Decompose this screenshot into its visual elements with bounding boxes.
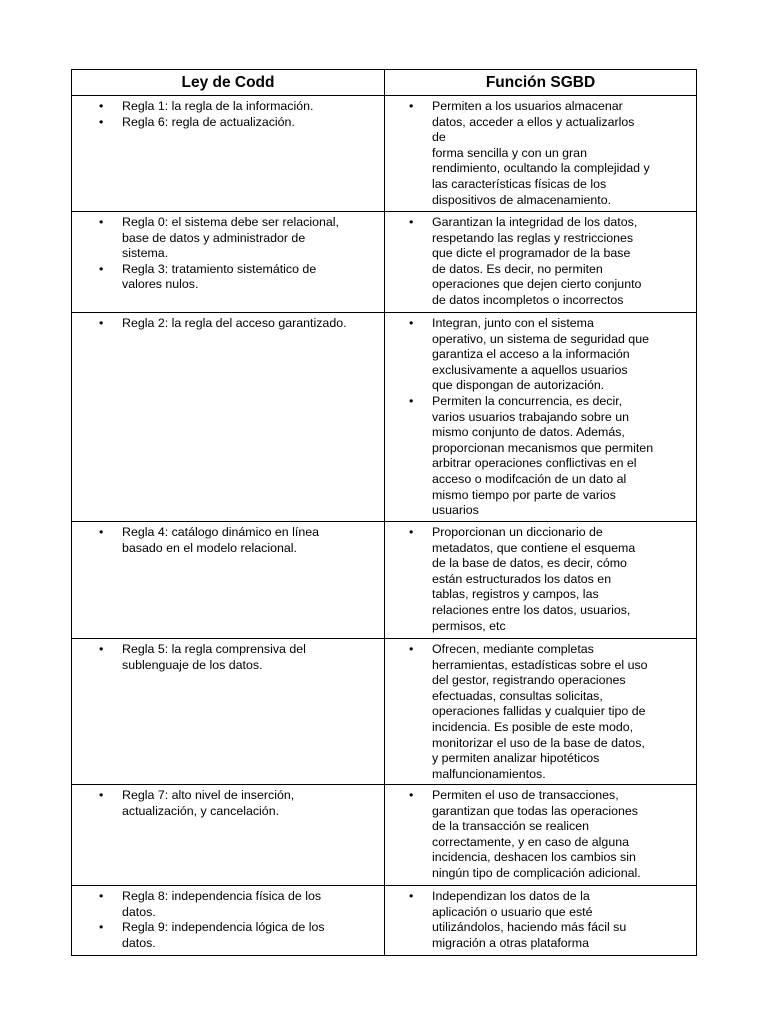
table-row [72,212,697,313]
function-list [385,212,696,309]
rule-list [72,522,384,556]
sgbd-function-cell [385,313,697,522]
rule-item: • Regla 9: independencia lógica de los datos. [72,920,380,951]
rule-item: • Regla 6: regla de actualización. [72,115,380,131]
rule-list [72,313,384,332]
rule-item: • Regla 3: tratamiento sistemático de valores nulos. [72,262,380,293]
table-row [72,886,697,956]
table-row [72,522,697,639]
table-row [72,639,697,785]
codd-sgbd-table [71,69,697,956]
function-item: • Permiten a los usuarios almacenar datos, acceder a ellos y actualizarlos de forma sencilla y con un gran rendimiento, ocultando la complejidad y las características físicas de los dispositivos de almacenamiento. [385,99,692,208]
rule-item: • Regla 0: el sistema debe ser relacional, base de datos y administrador de sistema. [72,215,380,262]
codd-rule-cell [72,522,385,639]
codd-rule-cell [72,785,385,886]
function-list [385,313,696,519]
codd-rule-cell [72,886,385,956]
function-list [385,639,696,782]
sgbd-function-cell [385,212,697,313]
rule-item: • Regla 1: la regla de la información. [72,99,380,115]
function-item: • Permiten el uso de transacciones, garantizan que todas las operaciones de la transacción se realicen correctamente, y en caso de alguna incidencia, deshacen los cambios sin ningún tipo de complicación adicional. [385,788,692,882]
rule-list [72,639,384,673]
sgbd-function-cell [385,886,697,956]
table-row [72,313,697,522]
rule-item: • Regla 2: la regla del acceso garantizado. [72,316,380,332]
rule-list [72,96,384,130]
function-list [385,96,696,208]
header-funcion-sgbd: Función SGBD [385,70,697,96]
table-row [72,785,697,886]
function-item: • Integran, junto con el sistema operativo, un sistema de seguridad que garantiza el acceso a la información exclusivamente a aquellos usuarios que dispongan de autorización. [385,316,692,394]
header-ley-de-codd: Ley de Codd [72,70,385,96]
codd-rule-cell [72,96,385,212]
function-item: • Permiten la concurrencia, es decir, varios usuarios trabajando sobre un mismo conjunto de datos. Además, proporcionan mecanismos que permiten arbitrar operaciones conflictivas en el acceso o modifcación de un dato al mismo tiempo por parte de varios usuarios [385,394,692,519]
sgbd-function-cell [385,522,697,639]
rule-list [72,785,384,819]
table-row [72,96,697,212]
rule-item: • Regla 8: independencia física de los datos. [72,889,380,920]
function-list [385,522,696,634]
function-list [385,886,696,951]
codd-rule-cell [72,313,385,522]
function-item: • Proporcionan un diccionario de metadatos, que contiene el esquema de la base de datos, es decir, cómo están estructurados los datos en tablas, registros y campos, las relaciones entre los datos, usuarios, permisos, etc [385,525,692,634]
sgbd-function-cell [385,96,697,212]
rule-item: • Regla 7: alto nivel de inserción, actualización, y cancelación. [72,788,380,819]
sgbd-function-cell [385,785,697,886]
rule-item: • Regla 5: la regla comprensiva del sublenguaje de los datos. [72,642,380,673]
sgbd-function-cell [385,639,697,785]
function-item: • Independizan los datos de la aplicación o usuario que esté utilizándolos, haciendo más fácil su migración a otras plataforma [385,889,692,951]
function-item: • Garantizan la integridad de los datos, respetando las reglas y restricciones que dicte el programador de la base de datos. Es decir, no permiten operaciones que dejen cierto conjunto de datos incompletos o incorrectos [385,215,692,309]
rule-item: • Regla 4: catálogo dinámico en línea basado en el modelo relacional. [72,525,380,556]
codd-rule-cell [72,212,385,313]
function-list [385,785,696,882]
codd-rule-cell [72,639,385,785]
header-row [72,70,697,96]
rule-list [72,212,384,293]
function-item: • Ofrecen, mediante completas herramientas, estadísticas sobre el uso del gestor, registrando operaciones efectuadas, consultas solicitas, operaciones fallidas y cualquier tipo de incidencia. Es posible de este modo, monitorizar el uso de la base de datos, y permiten analizar hipotéticos malfuncionamientos. [385,642,692,782]
rule-list [72,886,384,951]
